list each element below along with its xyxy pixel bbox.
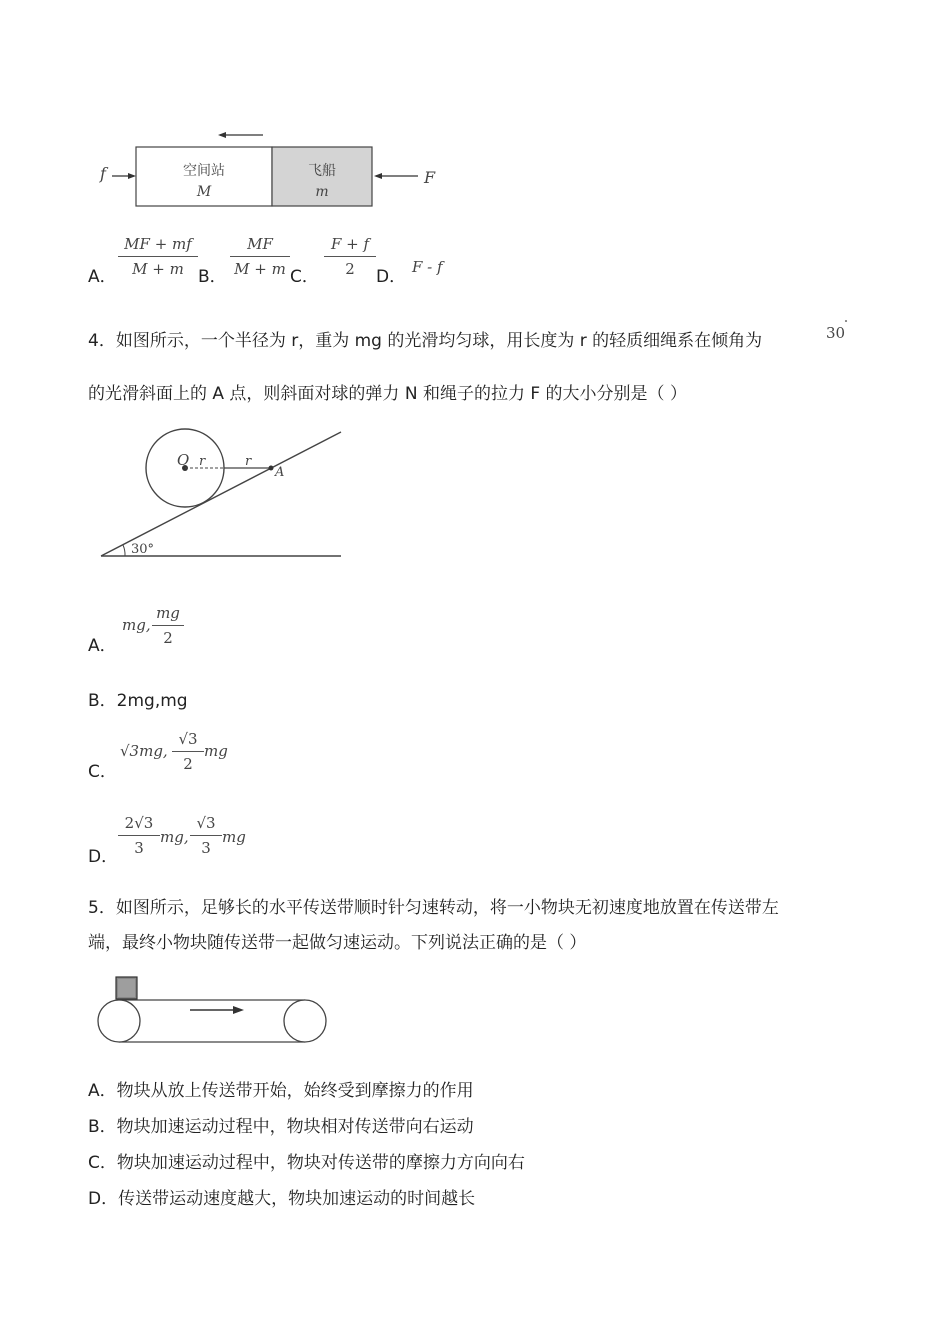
q4-stem-line2: 的光滑斜面上的 A 点，则斜面对球的弹力 N 和绳子的拉力 F 的大小分别是（ ）: [88, 384, 687, 404]
center-o-label: O: [177, 451, 190, 469]
point-a-label: A: [275, 465, 285, 480]
direction-arrowhead: [233, 1006, 244, 1014]
q3-option-d-label[interactable]: D．: [376, 267, 407, 287]
q4-option-c-post: mg: [204, 742, 228, 760]
q3-option-c-fraction: [324, 235, 376, 278]
q4-option-b-text[interactable]: B．2mg,mg: [88, 691, 188, 711]
q4-option-a-label[interactable]: A．: [88, 636, 117, 656]
fraction-denominator: 3: [201, 839, 211, 857]
fraction-numerator: mg: [152, 604, 184, 626]
fraction-denominator: 2: [163, 629, 173, 647]
q3-option-a-label[interactable]: A．: [88, 267, 117, 287]
q4-angle-inline: 30: [826, 324, 846, 342]
q4-option-d-mid: mg,: [160, 828, 189, 846]
q4-option-c-fraction: [172, 730, 204, 773]
fraction-denominator: 2: [183, 755, 193, 773]
fraction-denominator: 3: [134, 839, 144, 857]
q5-stem-line2: 端，最终小物块随传送带一起做匀速运动。下列说法正确的是（ ）: [88, 933, 587, 953]
q3-option-c-label[interactable]: C．: [290, 267, 319, 287]
fraction-denominator: M + m: [234, 260, 286, 278]
force-f-label: f: [100, 164, 106, 183]
conveyor-belt-diagram: [95, 975, 330, 1047]
q5-option-a[interactable]: A．物块从放上传送带开始，始终受到摩擦力的作用: [88, 1081, 474, 1101]
station-mass: M: [196, 184, 212, 200]
fraction-denominator: M + m: [132, 260, 184, 278]
angle-arc: [123, 545, 125, 556]
point-a-dot: [269, 466, 274, 471]
motion-arrowhead: [218, 132, 226, 138]
station-ship-diagram: [90, 125, 450, 215]
q4-option-d-fraction-2: [190, 814, 222, 857]
radius-r-label: r: [199, 454, 206, 469]
q5-option-d[interactable]: D．传送带运动速度越大，物块加速运动的时间越长: [88, 1189, 476, 1209]
block-shade: [118, 979, 135, 997]
q5-option-c[interactable]: C．物块加速运动过程中，物块对传送带的摩擦力方向向右: [88, 1153, 525, 1173]
q4-option-d-post: mg: [222, 828, 246, 846]
force-F-label: F: [424, 168, 436, 187]
incline-line: [101, 432, 341, 556]
q4-option-c-pre: √3mg,: [120, 742, 168, 760]
fraction-numerator: MF: [230, 235, 290, 257]
left-roller: [98, 1000, 140, 1042]
station-label: 空间站: [183, 163, 225, 179]
q4-option-d-fraction-1: [118, 814, 160, 857]
q3-option-a-fraction: [118, 235, 198, 278]
fraction-denominator: 2: [345, 260, 355, 278]
force-f-arrowhead: [128, 173, 136, 179]
angle-label: 30°: [131, 542, 155, 557]
q5-stem-line1: 5．如图所示，足够长的水平传送带顺时针匀速转动，将一小物块无初速度地放置在传送带左: [88, 898, 779, 918]
right-roller: [284, 1000, 326, 1042]
fraction-numerator: 2√3: [118, 814, 160, 836]
fraction-numerator: F + f: [324, 235, 376, 257]
fraction-numerator: √3: [190, 814, 222, 836]
fraction-numerator: √3: [172, 730, 204, 752]
q4-stem-line1: 4．如图所示，一个半径为 r，重为 mg 的光滑均匀球，用长度为 r 的轻质细绳系在倾角为: [88, 331, 763, 351]
fraction-numerator: MF + mf: [118, 235, 198, 257]
ship-label: 飞船: [308, 163, 336, 179]
incline-ball-diagram: [95, 425, 355, 565]
q3-option-b-label[interactable]: B．: [198, 267, 227, 287]
q4-option-c-label[interactable]: C．: [88, 762, 117, 782]
q4-option-a-pre: mg,: [122, 616, 151, 634]
q5-option-b[interactable]: B．物块加速运动过程中，物块相对传送带向右运动: [88, 1117, 474, 1137]
ship-mass: m: [315, 184, 329, 200]
rope-r-label: r: [245, 454, 252, 469]
q4-option-a-fraction: [152, 604, 184, 647]
q3-option-d-expr: F - f: [412, 258, 443, 276]
q3-option-b-fraction: [230, 235, 290, 278]
degree-icon: ˚: [844, 320, 848, 329]
q4-option-d-label[interactable]: D．: [88, 847, 119, 867]
force-F-arrowhead: [374, 173, 382, 179]
